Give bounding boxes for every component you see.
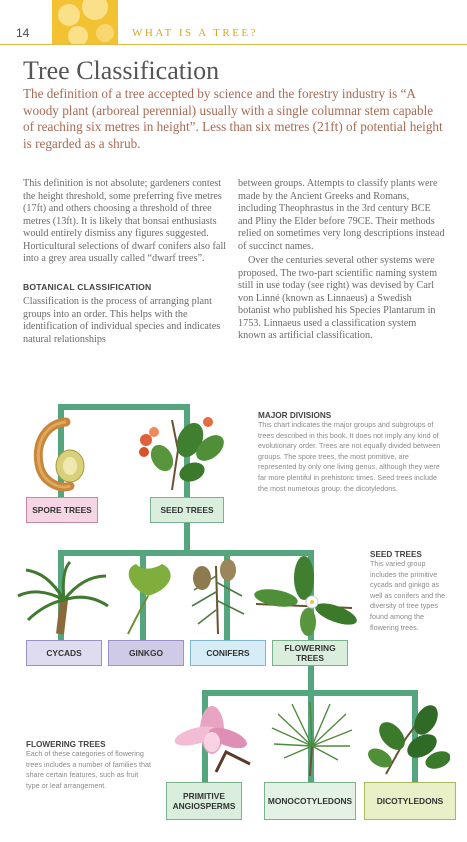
ginkgo-box: GINKGO [108,640,184,666]
caption-text: This chart indicates the major groups and subgroups of trees described in this book. It does not imply any kind of evolutionary order. Trees are not equally divided between groups. The spore trees, the most primitive, are represented by only one living genus, although they were far more plentiful in prehistoric times. Seed trees include the most numerous group: the dicotyledons. [258,420,441,493]
flowering-trees-box: FLOWERING TREES [272,640,348,666]
intro-paragraph: The definition of a tree accepted by science and the forestry industry is “A woody plant (arboreal perennial) usually with a single columnar stem capable of reaching six metres in height”. Less than six metres (21ft) of potential height is regarded as a shrub. [23,86,443,151]
spore-trees-box: SPORE TREES [26,497,98,523]
conifer-illustration [188,556,252,636]
page-number: 14 [16,26,30,40]
magnolia-illustration [166,702,252,774]
flowering-trees-caption [26,740,152,791]
caption-title: MAJOR DIVISIONS [258,411,332,420]
dicotyledons-box: DICOTYLEDONS [364,782,456,820]
conifers-box: CONIFERS [190,640,266,666]
monocotyledons-box: MONOCOTYLEDONS [264,782,356,820]
left-column [23,178,230,346]
cycads-box: CYCADS [26,640,102,666]
caption-text: This varied group includes the primitive cycads and ginkgo as well as conifers and the diversity of tree types found among the flowering trees. [370,559,446,632]
primitive-angiosperms-box: PRIMITIVE ANGIOSPERMS [166,782,242,820]
seed-trees-caption [370,550,452,633]
seed-trees-box: SEED TREES [150,497,224,523]
right-column [238,178,446,343]
left-paragraph-1: This definition is not absolute; gardeners contest the height threshold, some preferring five metres (17ft) and others choosing a threshold of three metres (13ft). It is likely that bonsai enthusiasts would entirely dismiss any figures suggested. Horticultural selections of dwarf conifers also fall into a grey area usually called “dwarf trees”. [23,178,227,264]
ginkgo-illustration [118,562,182,636]
cycad-illustration [16,560,110,636]
right-paragraph-1: between groups. Attempts to classify plants were made by the Ancient Greeks and Romans, including Theophrastus in the 3rd century BCE and Pliny the Elder before 79CE. Their methods relied on sometimes very long descriptions instead of succinct names. [238,178,445,252]
right-paragraph-2: Over the centuries several other systems were proposed. The two-part scientific naming system still in use today (see right) was devised by Carl von Linné (known as Linnaeus) a Swedish botanist who published his Species Plantarum in 1753. Linnaeus used a classification system known as artificial classification. [238,255,437,341]
page-title: Tree Classification [23,56,220,85]
tree-fern-illustration [30,416,90,494]
flowering-tree-branch-illustration [252,556,362,638]
caption-title: SEED TREES [370,550,422,559]
caption-title: FLOWERING TREES [26,740,106,749]
section-heading: BOTANICAL CLASSIFICATION [23,281,152,292]
header-rule [0,44,467,45]
left-paragraph-2: Classification is the process of arranging plant groups into an order. This helps with the identification of individual species and indicates natural relationships [23,296,221,345]
major-divisions-caption [258,411,448,494]
header-decoration [52,0,118,44]
running-title: WHAT IS A TREE? [132,27,259,39]
palm-illustration [268,702,354,776]
seed-tree-branch-illustration [132,410,232,492]
dicotyledon-branch-illustration [366,702,450,776]
caption-text: Each of these categories of flowering trees includes a number of families that share certain features, such as fruit type or leaf arrangement. [26,749,152,790]
